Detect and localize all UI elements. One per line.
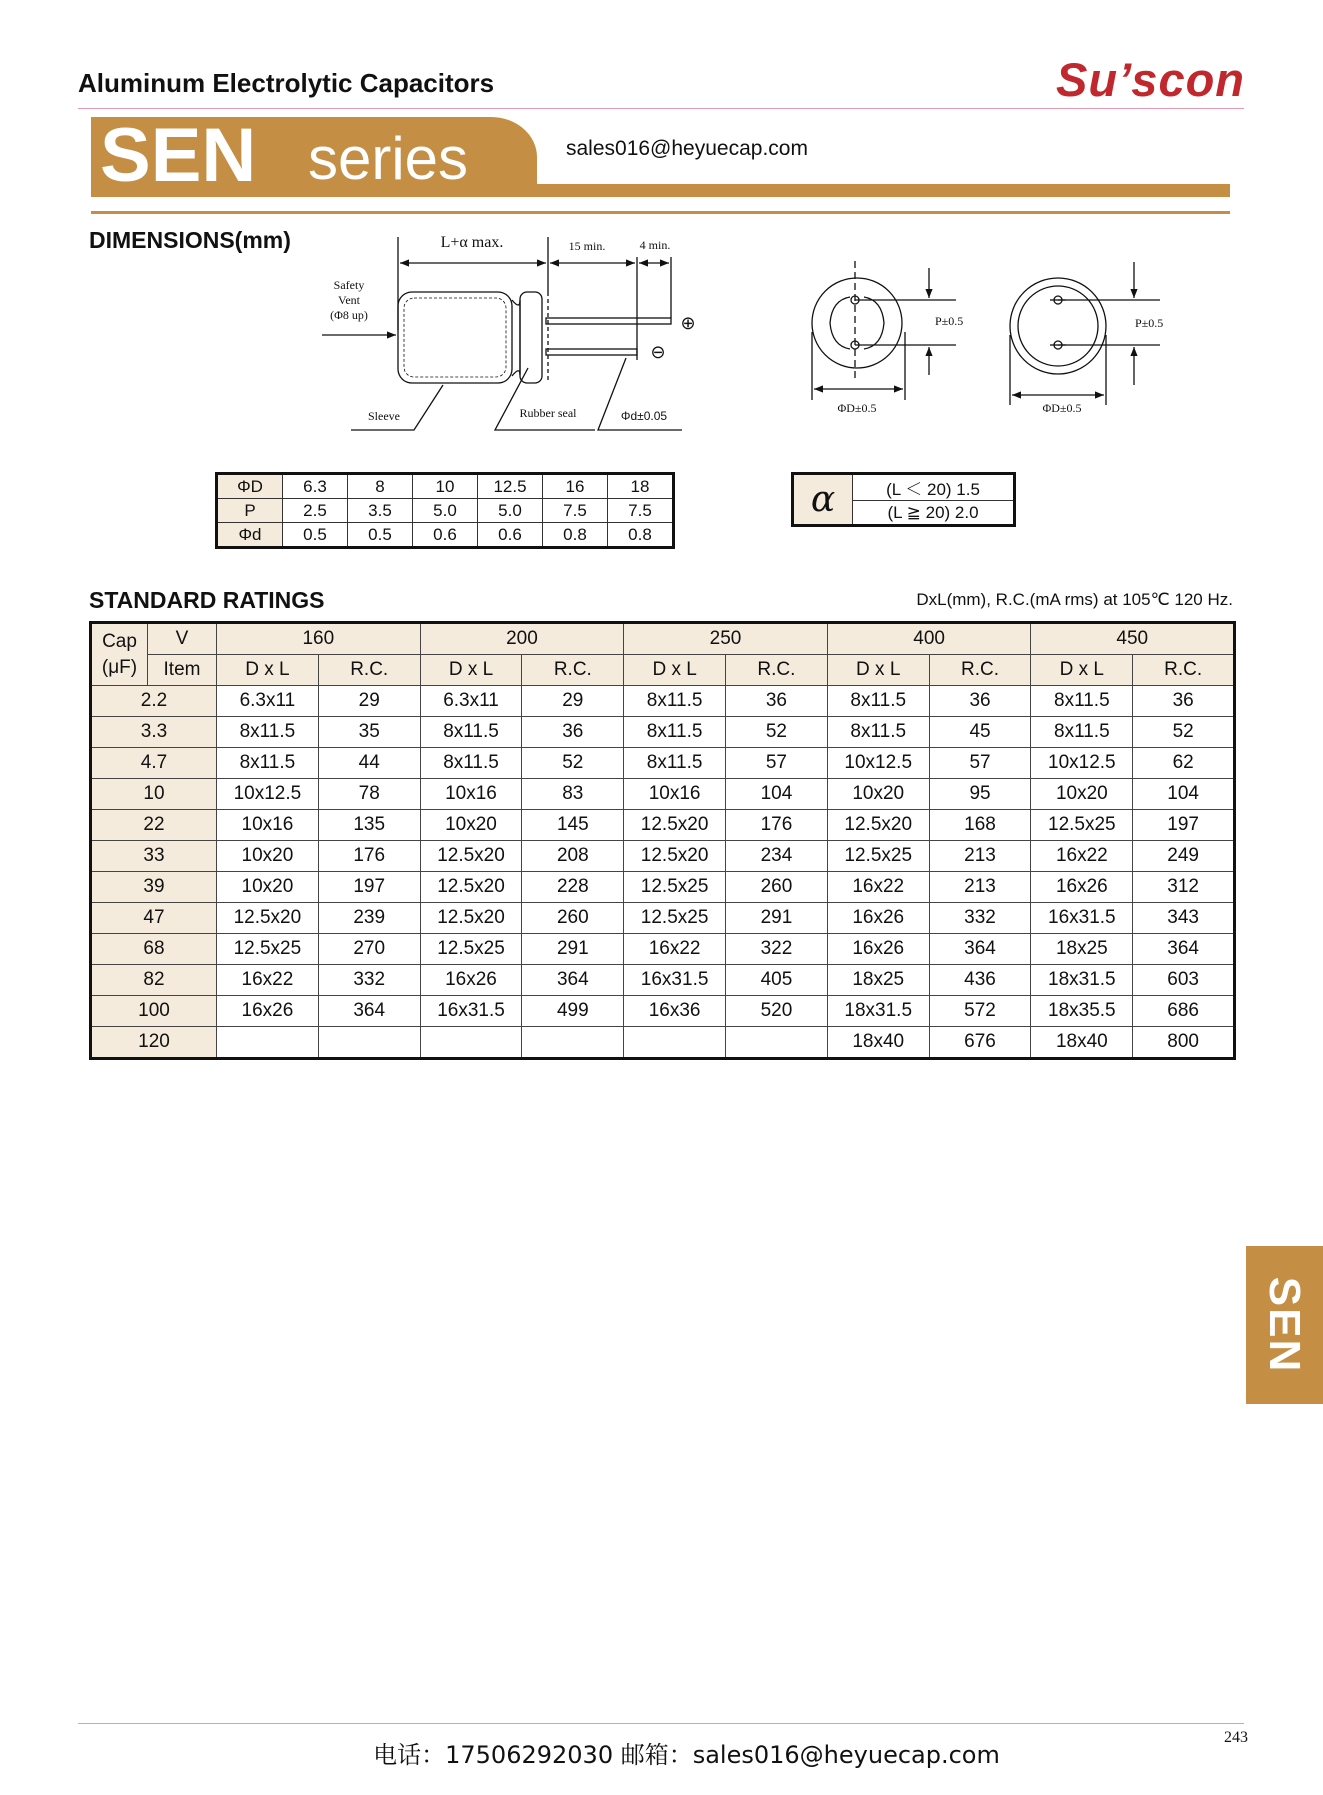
ripple-current-cell: 572 [929, 996, 1031, 1027]
size-cell: 8x11.5 [1031, 686, 1133, 717]
size-cell: 16x26 [217, 996, 319, 1027]
ripple-current-cell: 332 [318, 965, 420, 996]
ripple-current-cell [318, 1027, 420, 1059]
alpha-value: (L ≧ 20) 2.0 [853, 501, 1015, 526]
ripple-current-cell: 29 [522, 686, 624, 717]
rc-header: R.C. [522, 655, 624, 686]
cap-header [91, 623, 148, 686]
capacitance-cell: 100 [91, 996, 217, 1027]
dxl-header: D x L [1031, 655, 1133, 686]
size-cell: 12.5x25 [217, 934, 319, 965]
brand-logo: Su’scon [1056, 53, 1245, 106]
ripple-current-cell: 104 [726, 779, 828, 810]
pitch-label-2: P±0.5 [1135, 316, 1164, 330]
size-cell: 8x11.5 [827, 717, 929, 748]
size-cell: 12.5x20 [624, 841, 726, 872]
dimension-diagram [0, 0, 1323, 450]
voltage-160-header: 160 [217, 623, 421, 655]
standard-ratings-table [89, 621, 1236, 1060]
ripple-current-cell: 52 [1133, 717, 1235, 748]
capacitance-cell: 22 [91, 810, 217, 841]
size-cell: 12.5x20 [217, 903, 319, 934]
voltage-250-header: 250 [624, 623, 828, 655]
ripple-current-cell: 436 [929, 965, 1031, 996]
size-cell: 10x16 [420, 779, 522, 810]
dimension-value: 0.8 [608, 523, 674, 548]
table-row [91, 686, 1235, 717]
size-cell [624, 1027, 726, 1059]
rc-header: R.C. [726, 655, 828, 686]
table-row [91, 996, 1235, 1027]
diameter-label-1: ΦD±0.5 [837, 401, 877, 415]
ripple-current-cell: 213 [929, 872, 1031, 903]
ripple-current-cell: 364 [1133, 934, 1235, 965]
voltage-450-header: 450 [1031, 623, 1235, 655]
size-cell: 16x31.5 [1031, 903, 1133, 934]
ripple-current-cell: 57 [929, 748, 1031, 779]
size-cell: 8x11.5 [420, 717, 522, 748]
plus-terminal-icon: ⊕ [680, 313, 696, 333]
size-cell: 8x11.5 [217, 748, 319, 779]
ripple-current-cell: 135 [318, 810, 420, 841]
capacitance-cell: 47 [91, 903, 217, 934]
size-cell: 8x11.5 [217, 717, 319, 748]
size-cell: 12.5x25 [1031, 810, 1133, 841]
size-cell: 12.5x25 [420, 934, 522, 965]
table-row [91, 1027, 1235, 1059]
size-cell: 16x36 [624, 996, 726, 1027]
cap-label: Cap [102, 630, 137, 652]
ripple-current-cell: 176 [726, 810, 828, 841]
dimension-value: 0.6 [478, 523, 543, 548]
alpha-symbol: α [793, 474, 853, 526]
ripple-current-cell: 364 [929, 934, 1031, 965]
alpha-value: (L ＜ 20) 1.5 [853, 474, 1015, 501]
size-cell: 10x12.5 [1031, 748, 1133, 779]
ripple-current-cell: 197 [1133, 810, 1235, 841]
dimension-row [217, 523, 674, 548]
dimension-value: 10 [413, 474, 478, 499]
voltage-200-header: 200 [420, 623, 624, 655]
capacitance-cell: 120 [91, 1027, 217, 1059]
size-cell [217, 1027, 319, 1059]
size-cell: 8x11.5 [624, 748, 726, 779]
ripple-current-cell: 57 [726, 748, 828, 779]
size-cell: 8x11.5 [827, 686, 929, 717]
dimension-value: 5.0 [478, 499, 543, 523]
dimension-row-label: ΦD [217, 474, 283, 499]
size-cell: 18x40 [827, 1027, 929, 1059]
dimension-value: 0.8 [543, 523, 608, 548]
capacitance-cell: 3.3 [91, 717, 217, 748]
dimensions-heading: DIMENSIONS(mm) [89, 227, 291, 253]
dimension-table [215, 472, 675, 549]
size-cell: 16x26 [420, 965, 522, 996]
size-cell: 18x35.5 [1031, 996, 1133, 1027]
table-row [91, 779, 1235, 810]
table-row [91, 934, 1235, 965]
capacitance-cell: 2.2 [91, 686, 217, 717]
ripple-current-cell: 405 [726, 965, 828, 996]
dxl-header: D x L [827, 655, 929, 686]
size-cell [420, 1027, 522, 1059]
side-tab-label-wrap [1246, 1246, 1323, 1404]
size-cell: 8x11.5 [624, 686, 726, 717]
ripple-current-cell: 291 [522, 934, 624, 965]
size-cell: 8x11.5 [420, 748, 522, 779]
size-cell: 12.5x25 [624, 903, 726, 934]
ripple-current-cell: 291 [726, 903, 828, 934]
size-cell: 18x25 [1031, 934, 1133, 965]
size-cell: 10x16 [217, 810, 319, 841]
dimension-value: 0.5 [348, 523, 413, 548]
vent-label-1: Safety [333, 278, 365, 292]
size-cell: 16x26 [827, 934, 929, 965]
contact-email: sales016@heyuecap.com [566, 137, 808, 160]
size-cell: 10x16 [624, 779, 726, 810]
size-cell: 10x12.5 [827, 748, 929, 779]
rc-header: R.C. [929, 655, 1031, 686]
size-cell: 18x31.5 [1031, 965, 1133, 996]
ripple-current-cell [726, 1027, 828, 1059]
ripple-current-cell: 29 [318, 686, 420, 717]
size-cell: 12.5x25 [624, 872, 726, 903]
table-row [91, 965, 1235, 996]
dimension-value: 12.5 [478, 474, 543, 499]
ratings-heading: STANDARD RATINGS [89, 587, 325, 613]
ripple-current-cell: 239 [318, 903, 420, 934]
series-code: SEN [100, 113, 257, 198]
lead-length-label: 15 min. [568, 239, 606, 253]
dimension-row [217, 499, 674, 523]
dimension-value: 6.3 [283, 474, 348, 499]
dimension-value: 2.5 [283, 499, 348, 523]
ripple-current-cell: 197 [318, 872, 420, 903]
size-cell: 18x40 [1031, 1027, 1133, 1059]
ripple-current-cell: 800 [1133, 1027, 1235, 1059]
lead-end-label: 4 min. [639, 238, 671, 252]
vent-label-2: Vent [338, 293, 360, 307]
size-cell: 18x31.5 [827, 996, 929, 1027]
dimension-value: 7.5 [543, 499, 608, 523]
size-cell: 8x11.5 [624, 717, 726, 748]
ripple-current-cell: 95 [929, 779, 1031, 810]
ripple-current-cell: 36 [726, 686, 828, 717]
size-cell: 10x20 [1031, 779, 1133, 810]
capacitor-side-view [322, 237, 682, 430]
ripple-current-cell: 52 [726, 717, 828, 748]
ripple-current-cell: 52 [522, 748, 624, 779]
ripple-current-cell: 36 [1133, 686, 1235, 717]
ripple-current-cell: 343 [1133, 903, 1235, 934]
capacitance-cell: 10 [91, 779, 217, 810]
size-cell: 16x22 [624, 934, 726, 965]
alpha-table [791, 472, 1016, 527]
ripple-current-cell: 260 [522, 903, 624, 934]
ratings-note: DxL(mm), R.C.(mA rms) at 105℃ 120 Hz. [916, 590, 1233, 609]
dimension-value: 0.6 [413, 523, 478, 548]
capacitor-end-view-round [1010, 262, 1160, 405]
ripple-current-cell: 35 [318, 717, 420, 748]
ripple-current-cell: 213 [929, 841, 1031, 872]
ripple-current-cell: 83 [522, 779, 624, 810]
ripple-current-cell: 208 [522, 841, 624, 872]
dimension-value: 16 [543, 474, 608, 499]
size-cell: 10x20 [827, 779, 929, 810]
dimension-value: 0.5 [283, 523, 348, 548]
dxl-header: D x L [420, 655, 522, 686]
dxl-header: D x L [624, 655, 726, 686]
capacitance-cell: 82 [91, 965, 217, 996]
table-row [91, 717, 1235, 748]
ripple-current-cell: 686 [1133, 996, 1235, 1027]
size-cell: 12.5x25 [827, 841, 929, 872]
size-cell: 16x22 [1031, 841, 1133, 872]
rubber-seal-label: Rubber seal [519, 406, 577, 420]
side-tab-label: SEN [1260, 1276, 1310, 1374]
size-cell: 16x22 [217, 965, 319, 996]
ripple-current-cell: 168 [929, 810, 1031, 841]
size-cell: 10x12.5 [217, 779, 319, 810]
capacitance-cell: 4.7 [91, 748, 217, 779]
size-cell: 10x20 [217, 841, 319, 872]
size-cell: 8x11.5 [1031, 717, 1133, 748]
ripple-current-cell: 332 [929, 903, 1031, 934]
ripple-current-cell: 228 [522, 872, 624, 903]
dimension-value: 8 [348, 474, 413, 499]
size-cell: 16x22 [827, 872, 929, 903]
ripple-current-cell [522, 1027, 624, 1059]
size-cell: 12.5x20 [827, 810, 929, 841]
table-row [91, 810, 1235, 841]
ripple-current-cell: 176 [318, 841, 420, 872]
dimension-value: 5.0 [413, 499, 478, 523]
ripple-current-cell: 676 [929, 1027, 1031, 1059]
ripple-current-cell: 364 [522, 965, 624, 996]
table-row [91, 748, 1235, 779]
size-cell: 10x20 [420, 810, 522, 841]
size-cell: 10x20 [217, 872, 319, 903]
ripple-current-cell: 62 [1133, 748, 1235, 779]
dimension-row-label: Φd [217, 523, 283, 548]
ripple-current-cell: 36 [929, 686, 1031, 717]
ripple-current-cell: 234 [726, 841, 828, 872]
lead-diameter-label: Φd±0.05 [620, 409, 668, 423]
dxl-header: D x L [217, 655, 319, 686]
size-cell: 16x26 [827, 903, 929, 934]
capacitance-cell: 33 [91, 841, 217, 872]
ripple-current-cell: 312 [1133, 872, 1235, 903]
footer-contact: 电话：17506292030 邮箱：sales016@heyuecap.com [373, 1741, 1000, 1769]
dimension-row [217, 474, 674, 499]
size-cell: 6.3x11 [420, 686, 522, 717]
pitch-label-1: P±0.5 [935, 314, 964, 328]
ripple-current-cell: 520 [726, 996, 828, 1027]
size-cell: 18x25 [827, 965, 929, 996]
length-label: L+α max. [440, 234, 504, 251]
voltage-400-header: 400 [827, 623, 1031, 655]
cap-unit-label: (μF) [101, 656, 138, 678]
voltage-header: V [148, 623, 217, 655]
size-cell: 12.5x20 [420, 872, 522, 903]
size-cell: 16x31.5 [420, 996, 522, 1027]
minus-terminal-icon: ⊖ [650, 342, 666, 362]
series-word: series [308, 125, 469, 192]
rc-header: R.C. [318, 655, 420, 686]
footer-rule [78, 1723, 1244, 1724]
ripple-current-cell: 499 [522, 996, 624, 1027]
ripple-current-cell: 270 [318, 934, 420, 965]
size-cell: 12.5x20 [624, 810, 726, 841]
rc-header: R.C. [1133, 655, 1235, 686]
sleeve-label: Sleeve [368, 409, 400, 423]
capacitor-end-view-snap [812, 261, 956, 400]
capacitance-cell: 68 [91, 934, 217, 965]
table-row [91, 872, 1235, 903]
vent-label-3: (Φ8 up) [330, 308, 368, 322]
dimension-value: 7.5 [608, 499, 674, 523]
size-cell: 16x31.5 [624, 965, 726, 996]
ripple-current-cell: 44 [318, 748, 420, 779]
ripple-current-cell: 104 [1133, 779, 1235, 810]
ripple-current-cell: 260 [726, 872, 828, 903]
size-cell: 12.5x20 [420, 903, 522, 934]
ripple-current-cell: 364 [318, 996, 420, 1027]
dimension-value: 3.5 [348, 499, 413, 523]
size-cell: 16x26 [1031, 872, 1133, 903]
capacitance-cell: 39 [91, 872, 217, 903]
ripple-current-cell: 322 [726, 934, 828, 965]
dimension-value: 18 [608, 474, 674, 499]
ripple-current-cell: 145 [522, 810, 624, 841]
document-title: Aluminum Electrolytic Capacitors [78, 68, 495, 98]
size-cell: 6.3x11 [217, 686, 319, 717]
ripple-current-cell: 603 [1133, 965, 1235, 996]
page-number: 243 [1224, 1729, 1248, 1746]
item-header: Item [148, 655, 217, 686]
table-row [91, 903, 1235, 934]
table-row [91, 841, 1235, 872]
ripple-current-cell: 45 [929, 717, 1031, 748]
ripple-current-cell: 36 [522, 717, 624, 748]
dimension-row-label: P [217, 499, 283, 523]
diameter-label-2: ΦD±0.5 [1042, 401, 1082, 415]
ripple-current-cell: 249 [1133, 841, 1235, 872]
size-cell: 12.5x20 [420, 841, 522, 872]
ripple-current-cell: 78 [318, 779, 420, 810]
